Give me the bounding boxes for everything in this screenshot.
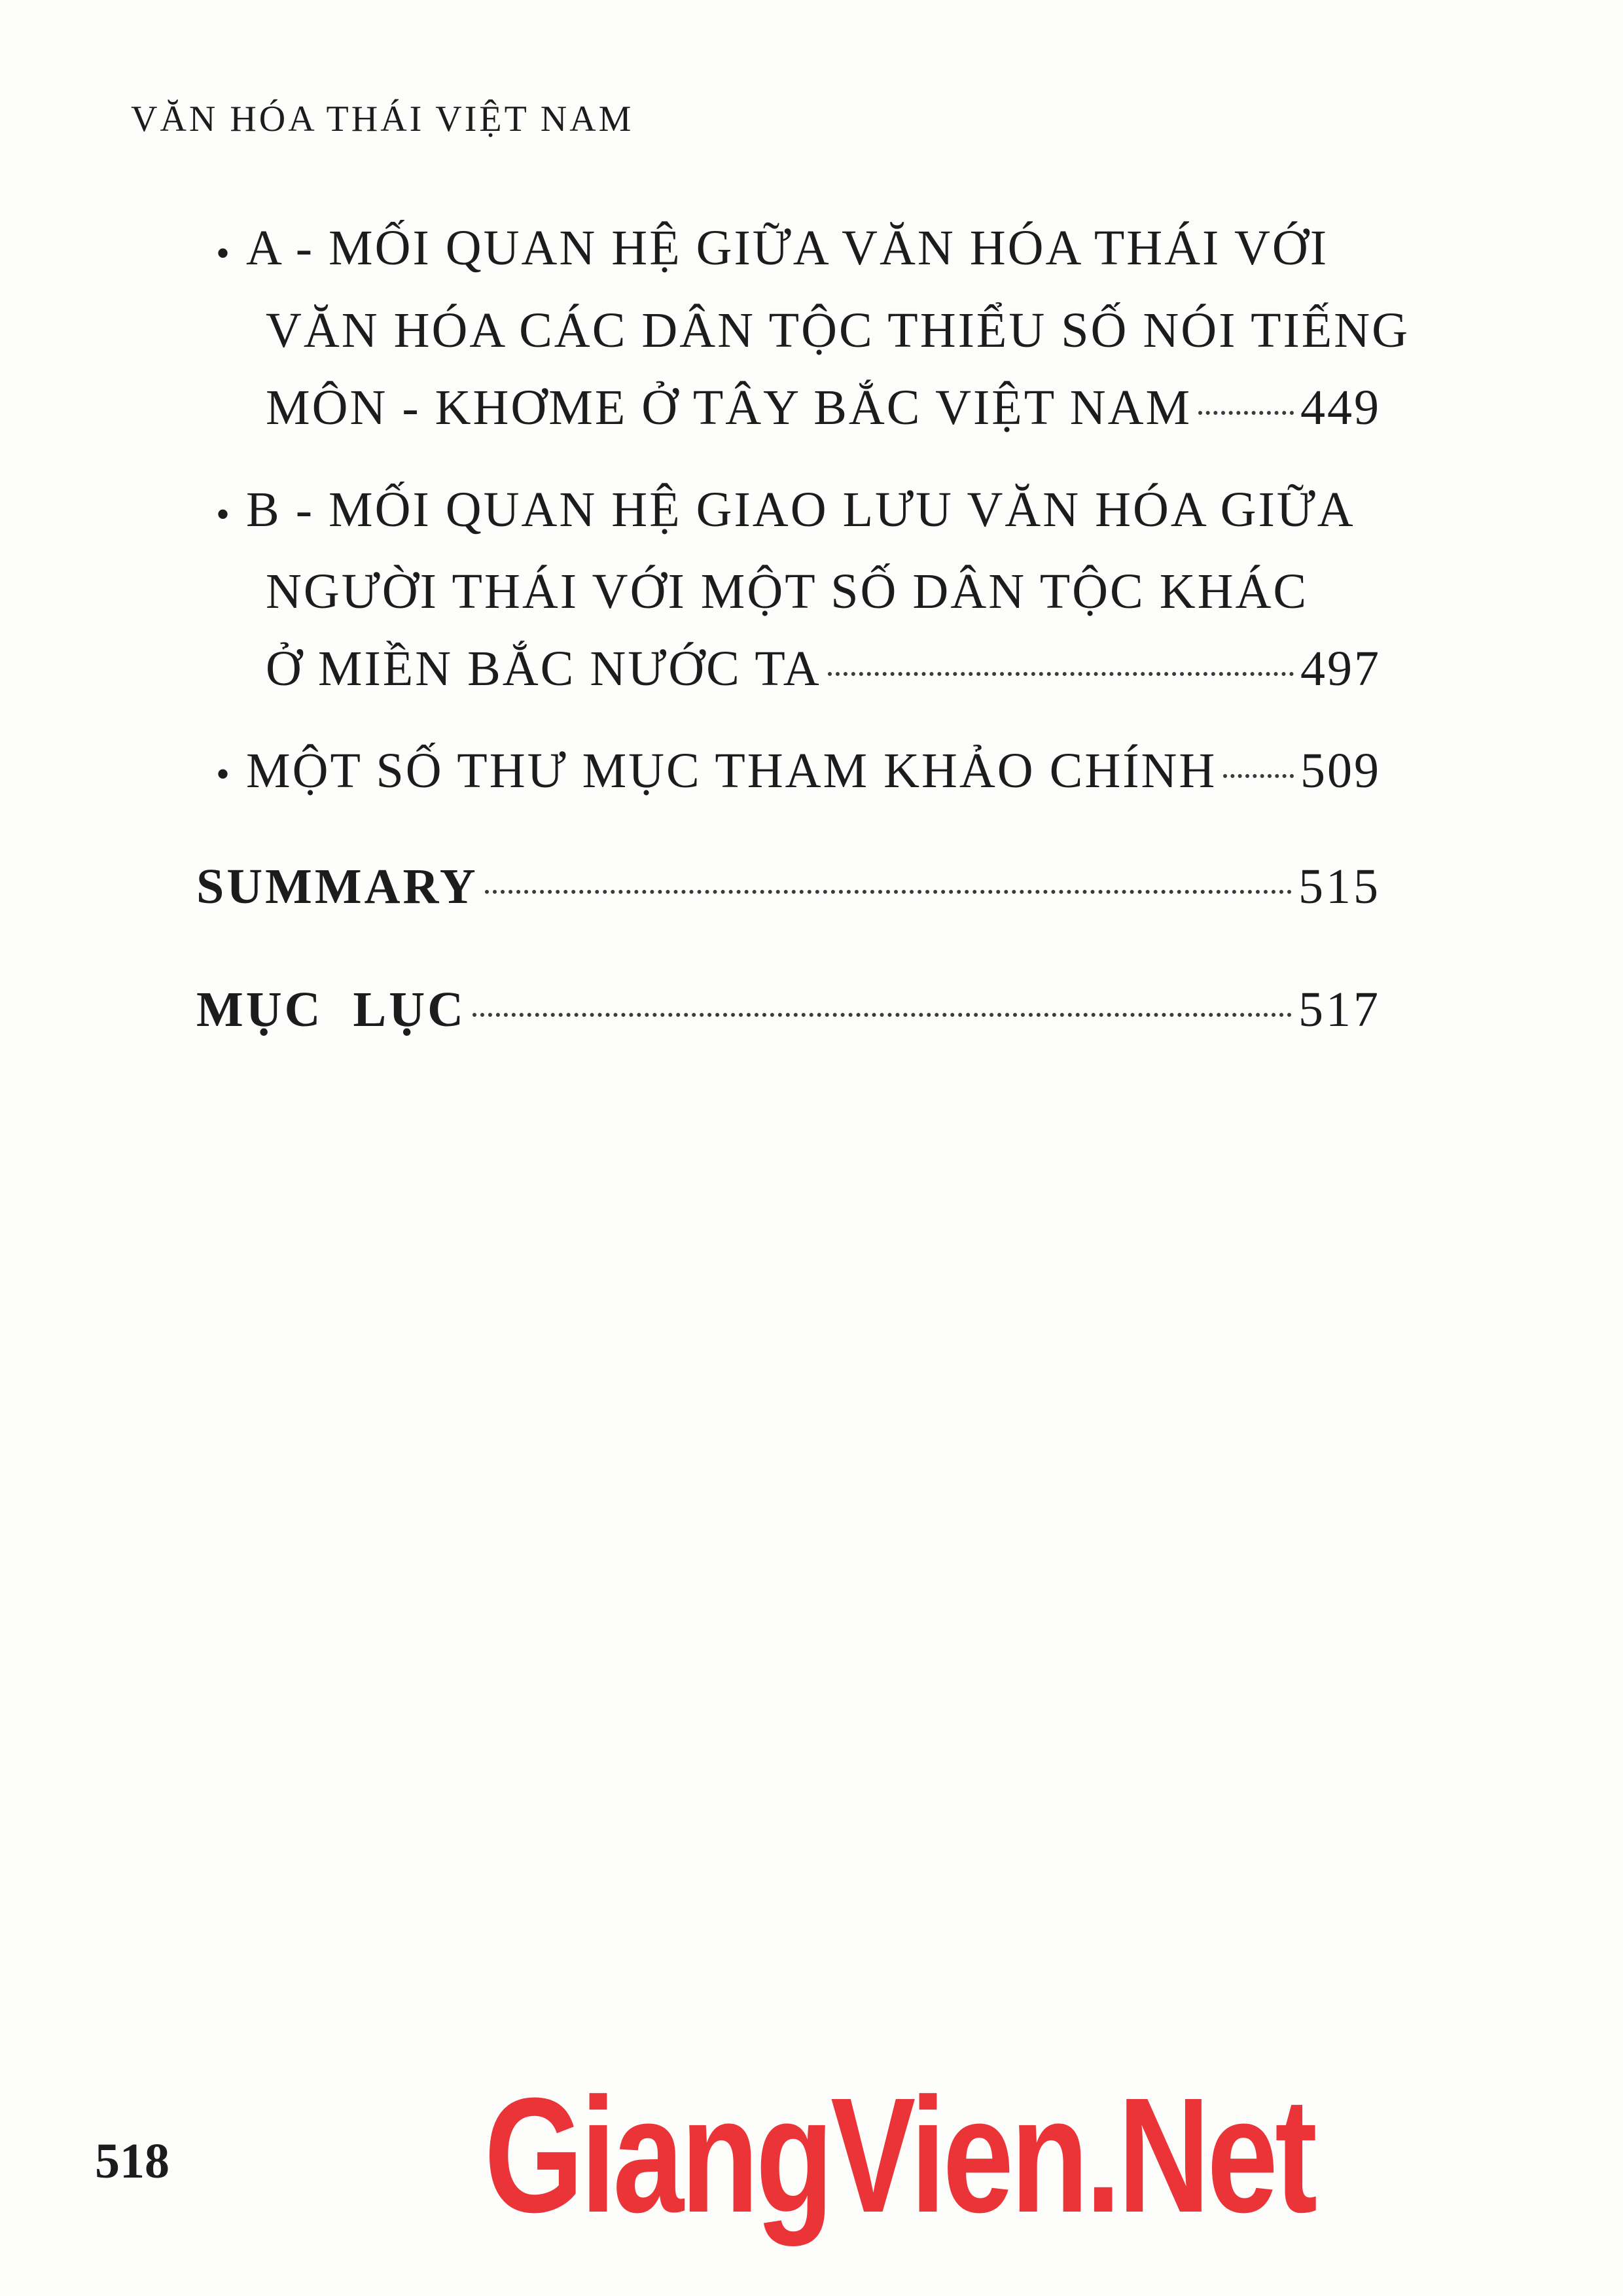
toc-entry-text: VĂN HÓA CÁC DÂN TỘC THIỂU SỐ NÓI TIẾNG (266, 302, 1410, 358)
running-header: VĂN HÓA THÁI VIỆT NAM (131, 99, 634, 139)
toc-line (216, 471, 1381, 554)
watermark-logo: GiangVien.Net (484, 2064, 1315, 2246)
toc-entry-bibliography (216, 732, 1381, 813)
toc-entry-summary (196, 838, 1381, 936)
dot-leader (828, 672, 1294, 676)
bullet-icon: • (216, 493, 232, 537)
dot-leader (473, 1013, 1292, 1017)
toc-page-number: 515 (1298, 859, 1381, 915)
toc-page-number: 517 (1298, 982, 1381, 1038)
table-of-contents (196, 209, 1410, 1084)
bullet-icon: • (216, 231, 232, 275)
toc-entry-text: Ở MIỀN BẮC NƯỚC TA (266, 641, 821, 697)
toc-line (196, 961, 1381, 1059)
dot-leader (1223, 774, 1294, 778)
toc-line (216, 630, 1381, 707)
toc-line (216, 553, 1381, 630)
bullet-icon: • (216, 752, 232, 796)
dot-leader (1198, 411, 1294, 415)
toc-entry-text: SUMMARY (196, 859, 478, 915)
toc-entry-b (216, 471, 1381, 708)
toc-page-number: 497 (1300, 641, 1381, 697)
toc-entry-text: NGƯỜI THÁI VỚI MỘT SỐ DÂN TỘC KHÁC (266, 564, 1309, 620)
toc-line (216, 209, 1381, 292)
toc-entry-a (216, 209, 1410, 446)
toc-entry-text: MỤC LỤC (196, 982, 466, 1038)
toc-line (216, 369, 1381, 446)
toc-line (216, 732, 1381, 813)
toc-page-number: 449 (1300, 380, 1381, 435)
dot-leader (485, 890, 1292, 894)
toc-entry-contents (196, 961, 1381, 1059)
toc-entry-text: B - MỐI QUAN HỆ GIAO LƯU VĂN HÓA GIỮA (246, 482, 1355, 537)
toc-page-number: 509 (1300, 743, 1381, 799)
page-number: 518 (95, 2134, 169, 2189)
toc-line (196, 838, 1381, 936)
toc-entry-text: A - MỐI QUAN HỆ GIỮA VĂN HÓA THÁI VỚI (246, 221, 1329, 275)
toc-line (216, 292, 1410, 369)
toc-entry-text: MÔN - KHƠME Ở TÂY BẮC VIỆT NAM (266, 380, 1192, 435)
toc-entry-text: MỘT SỐ THƯ MỤC THAM KHẢO CHÍNH (246, 743, 1217, 799)
